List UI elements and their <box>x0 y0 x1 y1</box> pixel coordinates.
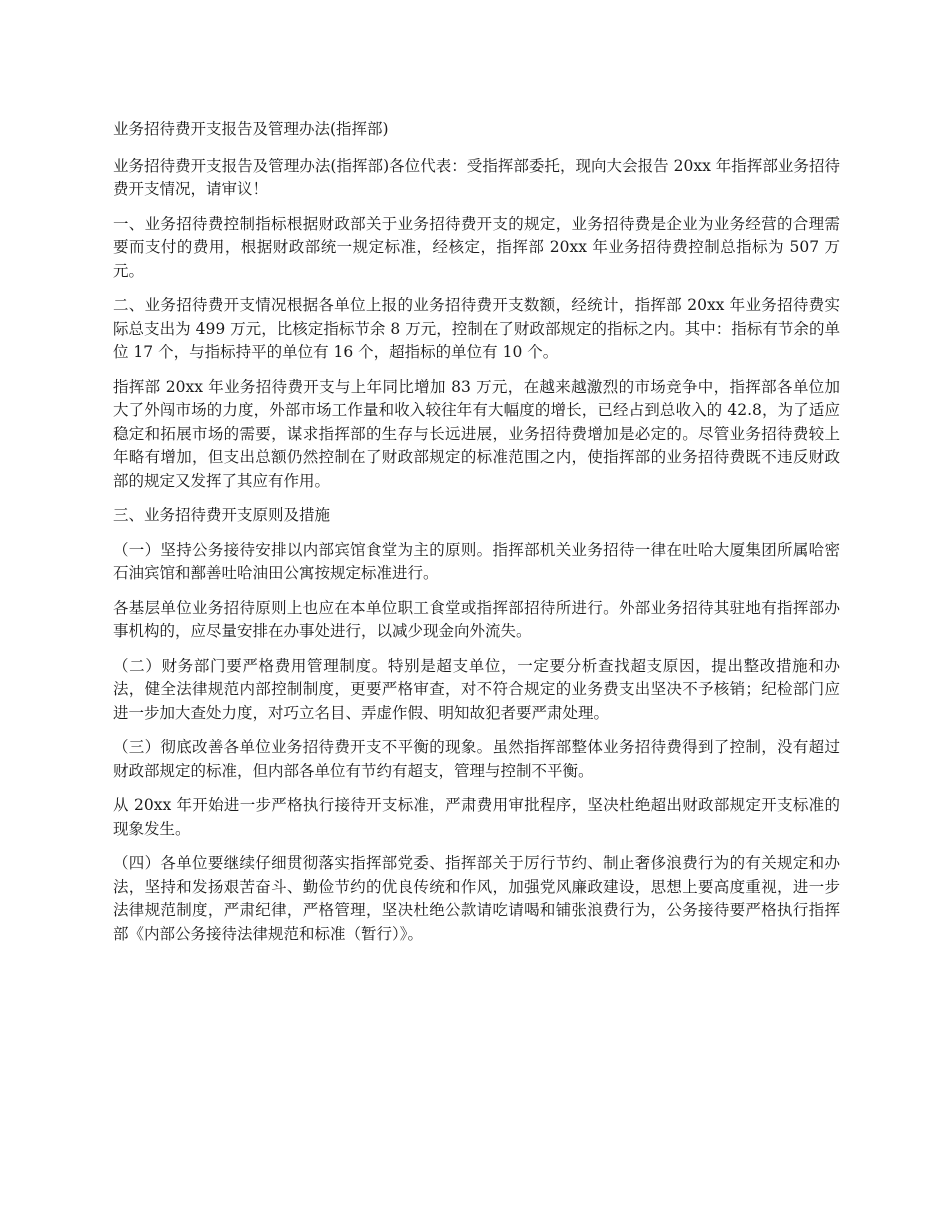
paragraph-measure-3: （三）彻底改善各单位业务招待费开支不平衡的现象。虽然指挥部整体业务招待费得到了控制，没有超过财政部规定的标准，但内部各单位有节约有超支，管理与控制不平衡。 <box>113 738 840 780</box>
paragraph-measure-2: （二）财务部门要严格费用管理制度。特别是超支单位，一定要分析查找超支原因，提出整改措施和办法，健全法律规范内部控制制度，更要严格审查，对不符合规定的业务费支出坚决不予核销；纪检部门应进一步加大查处力度，对巧立名目、弄虚作假、明知故犯者要严肃处理。 <box>113 656 840 722</box>
document-title: 业务招待费开支报告及管理办法(指挥部) <box>113 120 389 138</box>
section-heading-3: 三、业务招待费开支原则及措施 <box>113 506 331 524</box>
paragraph-measure-1-cont: 各基层单位业务招待原则上也应在本单位职工食堂或指挥部招待所进行。外部业务招待其驻地有指挥部办事机构的，应尽量安排在办事处进行，以减少现金向外流失。 <box>113 598 840 640</box>
document-body <box>113 118 840 957</box>
paragraph-measure-3-cont: 从 20xx 年开始进一步严格执行接待开支标准，严肃费用审批程序，坚决杜绝超出财政部规定开支标准的现象发生。 <box>113 796 840 838</box>
paragraph-measure-4: （四）各单位要继续仔细贯彻落实指挥部党委、指挥部关于厉行节约、制止奢侈浪费行为的有关规定和办法，坚持和发扬艰苦奋斗、勤俭节约的优良传统和作风，加强党风廉政建设，思想上要高度重视，进一步法律规范制度，严肃纪律，严格管理，坚决杜绝公款请吃请喝和铺张浪费行为，公务接待要严格执行指挥部《内部公务接待法律规范和标准（暂行）》。 <box>113 854 840 943</box>
paragraph-year-comparison: 指挥部 20xx 年业务招待费开支与上年同比增加 83 万元，在越来越激烈的市场竞争中，指挥部各单位加大了外闯市场的力度，外部市场工作量和收入较往年有大幅度的增长，已经占到总收入的 42.8，为了适应稳定和拓展市场的需要，谋求指挥部的生存与长远进展，业务招待费增加是必定的。尽管业务招待费较上年略有增加，但支出总额仍然控制在了财政部规定的标准范围之内，使指挥部的业务招待费既不违反财政部的规定又发挥了其应有作用。 <box>113 377 840 490</box>
paragraph-intro: 业务招待费开支报告及管理办法(指挥部)各位代表：受指挥部委托，现向大会报告 20xx 年指挥部业务招待费开支情况，请审议！ <box>113 156 840 198</box>
paragraph-section-2: 二、业务招待费开支情况根据各单位上报的业务招待费开支数额，经统计，指挥部 20xx 年业务招待费实际总支出为 499 万元，比核定指标节余 8 万元，控制在了财政部规定的指标之内。其中：指标有节余的单位 17 个，与指标持平的单位有 16 个，超指标的单位有 10 个。 <box>113 296 840 361</box>
paragraph-measure-1: （一）坚持公务接待安排以内部宾馆食堂为主的原则。指挥部机关业务招待一律在吐哈大厦集团所属哈密石油宾馆和鄯善吐哈油田公寓按规定标准进行。 <box>113 540 840 582</box>
paragraph-section-1: 一、业务招待费控制指标根据财政部关于业务招待费开支的规定，业务招待费是企业为业务经营的合理需要而支付的费用，根据财政部统一规定标准，经核定，指挥部 20xx 年业务招待费控制总指标为 507 万元。 <box>113 214 840 280</box>
